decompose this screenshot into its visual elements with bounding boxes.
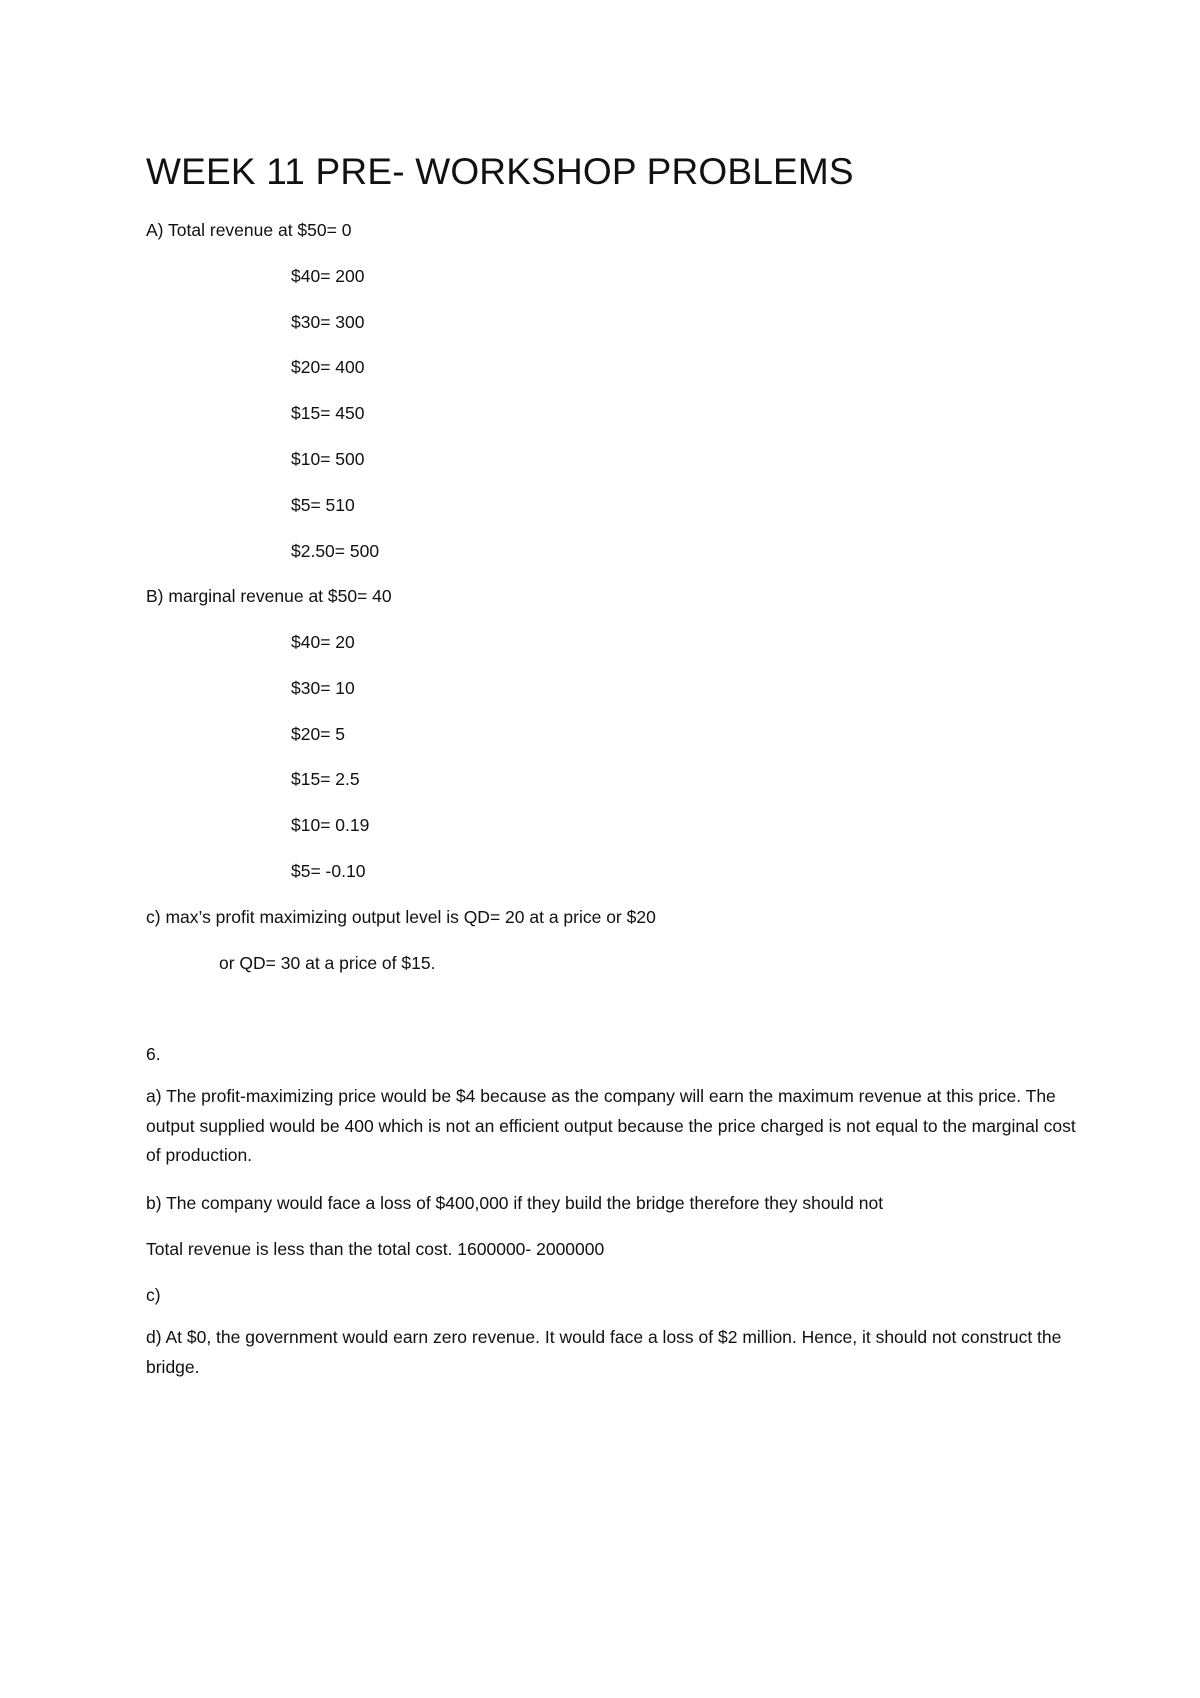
section-b-item: $15= 2.5 bbox=[291, 769, 360, 789]
section-a-item: $40= 200 bbox=[291, 266, 365, 286]
section-b-item: $20= 5 bbox=[291, 724, 346, 744]
page-title: WEEK 11 PRE- WORKSHOP PROBLEMS bbox=[146, 151, 854, 192]
section-a-item: $30= 300 bbox=[291, 312, 365, 332]
section-b-item: $10= 0.19 bbox=[291, 815, 370, 835]
section-c-line: or QD= 30 at a price of $15. bbox=[219, 953, 436, 973]
section-a-item: $5= 510 bbox=[291, 495, 355, 515]
section-c-line: c) max’s profit maximizing output level is QD= 20 at a price or $20 bbox=[146, 907, 656, 927]
section-a-item: $15= 450 bbox=[291, 403, 365, 423]
question-6-part-d: d) At $0, the government would earn zero revenue. It would face a loss of $2 million. Hence, it should not construct the bridge. bbox=[146, 1327, 1062, 1377]
section-b-heading: B) marginal revenue at $50= 40 bbox=[146, 586, 392, 606]
question-number: 6. bbox=[146, 1044, 161, 1064]
section-a-heading: A) Total revenue at $50= 0 bbox=[146, 220, 352, 240]
question-6-part-c: c) bbox=[146, 1285, 161, 1305]
section-a-item: $10= 500 bbox=[291, 449, 365, 469]
section-b-item: $30= 10 bbox=[291, 678, 355, 698]
section-b-item: $40= 20 bbox=[291, 632, 355, 652]
question-6-part-a: a) The profit-maximizing price would be $4 because as the company will earn the maximum revenue at this price. The output supplied would be 400 which is not an efficient output because the price charged is not equal to the marginal cost of production. bbox=[146, 1086, 1076, 1165]
section-a-item: $2.50= 500 bbox=[291, 541, 380, 561]
section-b-item: $5= -0.10 bbox=[291, 861, 366, 881]
question-6-part-b: b) The company would face a loss of $400,000 if they build the bridge therefore they should not bbox=[146, 1193, 884, 1213]
question-6-part-b-detail: Total revenue is less than the total cost. 1600000- 2000000 bbox=[146, 1239, 605, 1259]
section-a-item: $20= 400 bbox=[291, 357, 365, 377]
